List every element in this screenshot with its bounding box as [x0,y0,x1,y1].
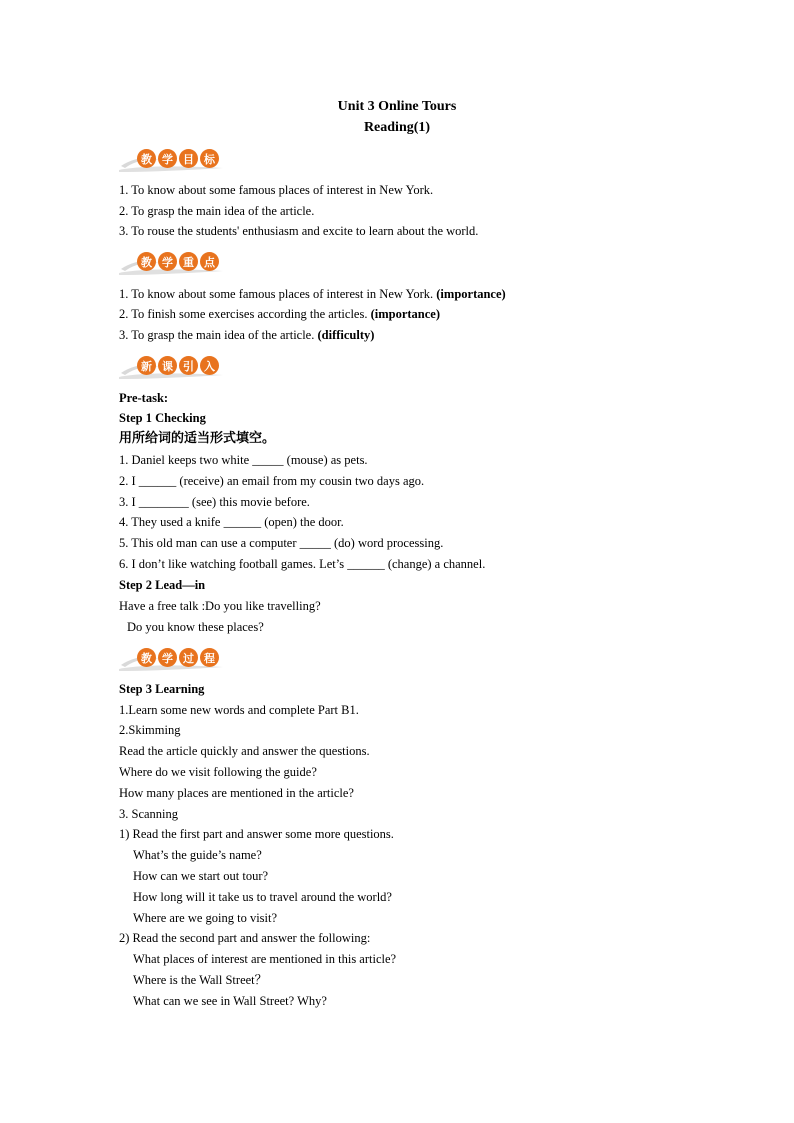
banner-char: 课 [158,356,177,375]
document-title: Unit 3 Online Tours [337,99,457,114]
objective-item: 1. To know about some famous places of interest in New York. [119,183,434,197]
banner-char: 学 [158,252,177,271]
scan-question: Where are we going to visit? [133,911,278,925]
step3-line: 1) Read the first part and answer some more questions. [119,827,394,841]
key-point-text: 2. To finish some exercises according the articles. [119,307,371,321]
scan-question: What’s the guide’s name? [133,848,262,862]
step3-line: How many places are mentioned in the article? [119,786,354,800]
scan-question: What can we see in Wall Street? Why? [133,994,327,1008]
step3-line: Where do we visit following the guide? [119,765,317,779]
scan-question: How long will it take us to travel around the world? [133,890,392,904]
step2-heading: Step 2 Lead—in [119,578,206,592]
banner-char: 教 [137,252,156,271]
banner-char: 重 [179,252,198,271]
banner-char: 学 [158,648,177,667]
banner-char: 教 [137,648,156,667]
step1-instruction: 用所给词的适当形式填空。 [119,431,276,446]
exercise-item: 2. I ______ (receive) an email from my cousin two days ago. [119,474,425,488]
step3-line: 3. Scanning [119,807,179,821]
banner-teaching-process [119,645,225,671]
banner-key-points [119,249,225,275]
key-point-tag: (importance) [370,307,441,321]
step2-line: Do you know these places? [127,620,264,634]
exercise-item: 5. This old man can use a computer _____ (do) word processing. [119,536,444,550]
banner-teaching-objectives [119,146,225,172]
banner-char: 学 [158,149,177,168]
key-point-text: 1. To know about some famous places of interest in New York. [119,287,437,301]
scan2-heading: 2) Read the second part and answer the following: [119,931,371,945]
objective-item: 3. To rouse the students' enthusiasm and excite to learn about the world. [119,224,479,238]
banner-char: 新 [137,356,156,375]
banner-char: 标 [200,149,219,168]
key-point-tag: (difficulty) [317,328,375,342]
banner-char: 引 [179,356,198,375]
key-point-text: 3. To grasp the main idea of the article. [119,328,318,342]
step3-heading: Step 3 Learning [119,682,205,696]
step3-line: Read the article quickly and answer the questions. [119,744,370,758]
banner-new-lesson-intro [119,353,225,379]
key-point-item [119,327,374,343]
banner-char: 过 [179,648,198,667]
banner-char: 教 [137,149,156,168]
exercise-item: 1. Daniel keeps two white _____ (mouse) as pets. [119,453,368,467]
exercise-item: 4. They used a knife ______ (open) the door. [119,515,344,529]
step3-line: 2.Skimming [119,723,181,737]
key-point-item [119,306,440,322]
step2-line: Have a free talk :Do you like travelling? [119,599,321,613]
banner-char: 程 [200,648,219,667]
step3-line: 1.Learn some new words and complete Part B1. [119,703,359,717]
pretask-heading: Pre-task: [119,391,169,405]
banner-char: 目 [179,149,198,168]
exercise-item: 6. I don’t like watching football games. Let’s ______ (change) a channel. [119,557,486,571]
document-subtitle: Reading(1) [363,120,431,135]
key-point-item [119,286,506,302]
banner-char: 入 [200,356,219,375]
exercise-item: 3. I ________ (see) this movie before. [119,495,310,509]
step1-heading: Step 1 Checking [119,411,206,425]
key-point-tag: (importance) [436,287,506,301]
objective-item: 2. To grasp the main idea of the article. [119,204,315,218]
banner-char: 点 [200,252,219,271]
scan-question: What places of interest are mentioned in this article? [133,952,397,966]
scan-question: How can we start out tour? [133,869,269,883]
scan-question: Where is the Wall Street？ [133,973,268,987]
